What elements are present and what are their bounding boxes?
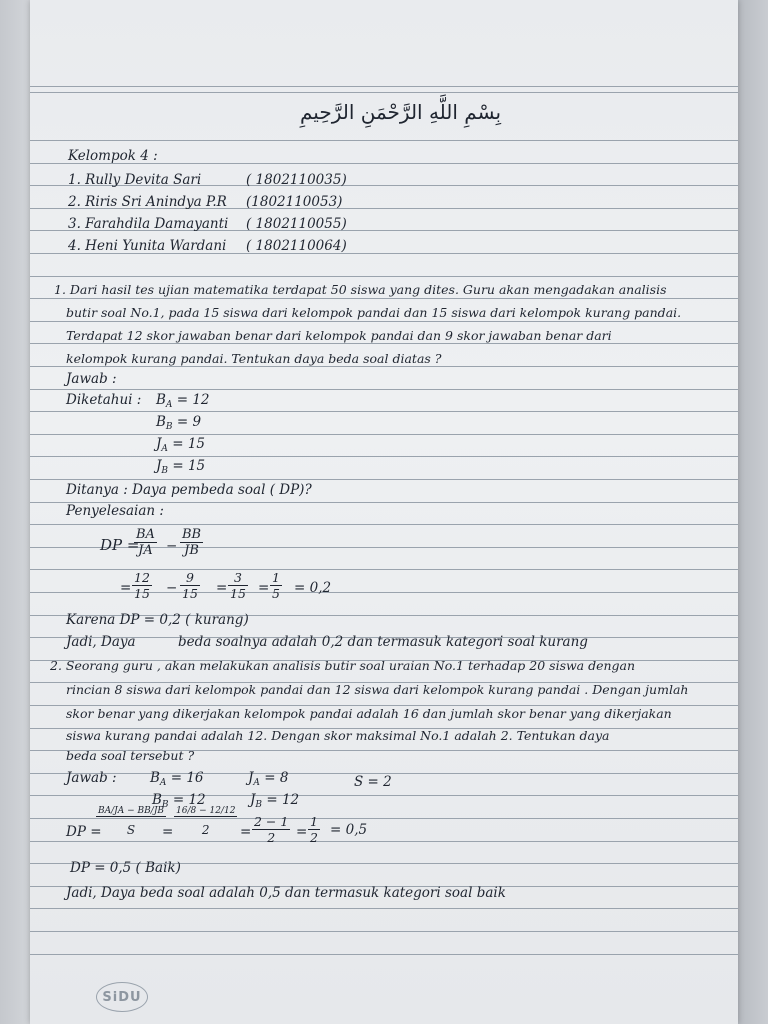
q2-calc-eq3: = bbox=[296, 824, 308, 840]
q1-calc-eq3: = bbox=[258, 580, 270, 596]
q2-question-line: beda soal tersebut ? bbox=[66, 748, 195, 763]
q2-calc-fraction-1-2: $\frac{1}{2}$ bbox=[310, 814, 318, 845]
ruled-line bbox=[30, 434, 738, 435]
q1-known-ba: $B_A = 12$ bbox=[156, 392, 210, 410]
q1-question-line: butir soal No.1, pada 15 siswa dari kelompok pandai dan 15 siswa dari kelompok kurang pandai. bbox=[66, 305, 682, 320]
group-title: Kelompok 4 : bbox=[68, 148, 158, 164]
q2-question-line: siswa kurang pandai adalah 12. Dengan skor maksimal No.1 adalah 2. Tentukan daya bbox=[66, 728, 610, 743]
member-nim: (1802110053) bbox=[246, 194, 343, 210]
ruled-line bbox=[30, 795, 738, 796]
q1-calc-fraction-9-15: $\frac{9}{15}$ bbox=[182, 570, 198, 601]
ruled-line bbox=[30, 92, 738, 93]
notebook-page bbox=[30, 0, 738, 1024]
q2-result-line: DP = 0,5 ( Baik) bbox=[70, 860, 181, 876]
q1-question-line: 1. Dari hasil tes ujian matematika terdapat 50 siswa yang dites. Guru akan mengadakan analisis bbox=[54, 282, 667, 297]
q1-question-line: kelompok kurang pandai. Tentukan daya beda soal diatas ? bbox=[66, 351, 442, 366]
q2-calc-fraction-values: 16/8 − 12/12 2 bbox=[176, 806, 236, 837]
q1-calc-minus: − bbox=[166, 580, 178, 596]
q2-question-line: skor benar yang dikerjakan kelompok pandai adalah 16 dan jumlah skor benar yang dikerjakan bbox=[66, 706, 672, 721]
q2-answer-label: Jawab : bbox=[66, 770, 117, 786]
ruled-line bbox=[30, 908, 738, 909]
q2-formula-fraction: BA/JA − BB/JB S bbox=[98, 806, 165, 837]
member-name: 1. Rully Devita Sari bbox=[68, 172, 202, 188]
ruled-line bbox=[30, 841, 738, 842]
q2-calc-eq1: = bbox=[162, 824, 174, 840]
q1-solution-label: Penyelesaian : bbox=[66, 503, 164, 519]
ruled-line bbox=[30, 411, 738, 412]
ruled-line bbox=[30, 931, 738, 932]
q1-answer-label: Jawab : bbox=[66, 371, 117, 387]
q2-known-jb: $J_B = 12$ bbox=[250, 792, 300, 810]
background-left bbox=[0, 0, 30, 1024]
q1-calc-fraction-1-5: $\frac{1}{5}$ bbox=[272, 570, 280, 601]
q1-fraction-bb-jb: $\frac{BB}{JB}$ bbox=[182, 527, 202, 558]
q2-calc-result: = 0,5 bbox=[330, 822, 368, 838]
member-name: 3. Farahdila Damayanti bbox=[68, 216, 229, 232]
q1-calc-result: = 0,2 bbox=[294, 580, 332, 596]
ruled-line bbox=[30, 524, 738, 525]
q1-known-label: Diketahui : bbox=[66, 392, 142, 408]
brand-logo-text: SiDU bbox=[102, 989, 142, 1005]
q1-known-bb: $B_B = 9$ bbox=[156, 414, 202, 432]
q1-asked: Ditanya : Daya pembeda soal ( DP)? bbox=[66, 482, 312, 498]
q1-conclusion-b: beda soalnya adalah 0,2 dan termasuk kategori soal kurang bbox=[178, 634, 588, 650]
ruled-line bbox=[30, 456, 738, 457]
q2-conclusion: Jadi, Daya beda soal adalah 0,5 dan termasuk kategori soal baik bbox=[66, 885, 506, 901]
ruled-line bbox=[30, 86, 738, 87]
q1-formula-minus: − bbox=[166, 538, 178, 554]
background-right bbox=[738, 0, 768, 1024]
q1-fraction-ba-ja: $\frac{BA}{JA}$ bbox=[136, 527, 155, 558]
ruled-line bbox=[30, 389, 738, 390]
q2-known-s: S = 2 bbox=[354, 774, 392, 790]
ruled-line bbox=[30, 276, 738, 277]
member-name: 2. Riris Sri Anindya P.R bbox=[68, 194, 227, 210]
member-nim: ( 1802110055) bbox=[246, 216, 347, 232]
q2-known-ba: $B_A = 16$ bbox=[150, 770, 204, 788]
ruled-line bbox=[30, 298, 738, 299]
member-nim: ( 1802110064) bbox=[246, 238, 347, 254]
q2-question-line: rincian 8 siswa dari kelompok pandai dan 12 siswa dari kelompok kurang pandai . Dengan jumlah bbox=[66, 682, 689, 697]
ruled-line bbox=[30, 954, 738, 955]
q1-question-line: Terdapat 12 skor jawaban benar dari kelompok pandai dan 9 skor jawaban benar dari bbox=[66, 328, 612, 343]
q2-calc-fraction-2-1-over-2: $\frac{2 - 1}{2}$ bbox=[254, 814, 289, 845]
q2-known-ja: $J_A = 8$ bbox=[248, 770, 289, 788]
member-name: 4. Heni Yunita Wardani bbox=[68, 238, 227, 254]
q1-conclusion-a: Jadi, Daya bbox=[66, 634, 136, 650]
member-nim: ( 1802110035) bbox=[246, 172, 347, 188]
q1-calc-fraction-3-15: $\frac{3}{15}$ bbox=[230, 570, 246, 601]
ruled-line bbox=[30, 321, 738, 322]
q1-calc-eq2: = bbox=[216, 580, 228, 596]
basmalah-heading: بِسْمِ اللَّهِ الرَّحْمَنِ الرَّحِيمِ bbox=[300, 100, 502, 124]
q1-calc-fraction-12-15: $\frac{12}{15}$ bbox=[134, 570, 150, 601]
q1-known-jb: $J_B = 15$ bbox=[156, 458, 206, 476]
q2-dp-label: DP = bbox=[66, 824, 102, 840]
q2-calc-eq2: = bbox=[240, 824, 252, 840]
q1-calc-eq: = bbox=[120, 580, 132, 596]
q1-dp-label: DP = bbox=[100, 536, 140, 554]
ruled-line bbox=[30, 140, 738, 141]
brand-logo bbox=[96, 982, 148, 1012]
ruled-line bbox=[30, 479, 738, 480]
q2-question-line: 2. Seorang guru , akan melakukan analisis butir soal uraian No.1 terhadap 20 siswa dengan bbox=[50, 658, 636, 673]
q2-known-bb: $B_B = 12$ bbox=[152, 792, 206, 810]
q1-because: Karena DP = 0,2 ( kurang) bbox=[66, 612, 249, 628]
q1-known-ja: $J_A = 15$ bbox=[156, 436, 205, 454]
